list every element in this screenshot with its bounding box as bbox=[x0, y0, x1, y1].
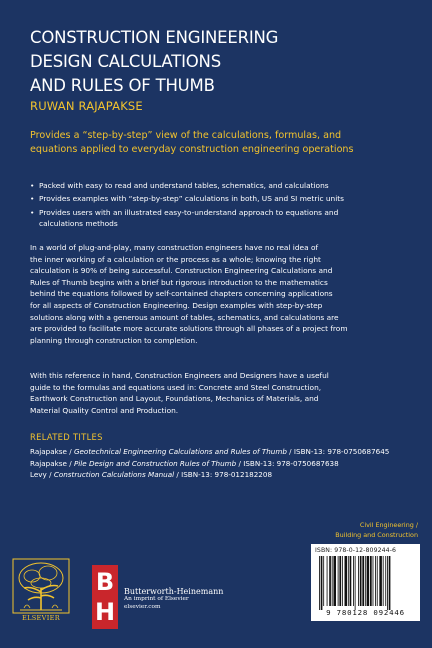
lead-statement bbox=[30, 129, 410, 157]
related-titles-list bbox=[30, 446, 420, 481]
feature-item bbox=[30, 193, 416, 204]
feature-text-line: Provides users with an illustrated easy-to-understand approach to equations and bbox=[39, 207, 339, 217]
reference-line: Earthwork Construction and Layout, Foundations, Mechanics of Materials, and bbox=[30, 394, 319, 404]
reference-line: Material Quality Control and Production. bbox=[30, 405, 179, 415]
description-line: the inner working of a calculation or the process as a whole; knowing the right bbox=[30, 254, 321, 264]
bullet-icon: • bbox=[30, 181, 35, 190]
description-line: solutions along with a generous amount of tables, schematics, and calculations are bbox=[30, 312, 339, 322]
reference-paragraph bbox=[30, 370, 416, 416]
related-isbn: ISBN-13: 978-0750687645 bbox=[293, 447, 390, 456]
related-book-title: Geotechnical Engineering Calculations and Rules of Thumb bbox=[73, 447, 287, 456]
feature-text-line: Provides examples with “step-by-step” calculations in both, US and SI metric units bbox=[39, 194, 345, 204]
description-line: In a world of plug-and-play, many construction engineers have no real idea of bbox=[30, 243, 319, 252]
related-title-item: Rajapakse / Geotechnical Engineering Calculations and Rules of Thumb / ISBN-13: 978-0750687645 bbox=[30, 447, 390, 456]
description-line: Rules of Thumb begins with a brief but rigorous introduction to the mathematics bbox=[30, 277, 328, 287]
feature-item bbox=[30, 207, 416, 230]
book-title bbox=[30, 26, 410, 98]
publisher-imprint: An imprint of Elsevier bbox=[124, 596, 189, 603]
title-line-1: CONSTRUCTION ENGINEERING bbox=[30, 28, 279, 47]
bullet-icon: • bbox=[30, 194, 35, 204]
barcode-digits: 9 780128 092446 bbox=[326, 608, 405, 617]
related-author: Levy bbox=[30, 470, 47, 480]
subject-line: Civil Engineering / bbox=[359, 521, 418, 529]
related-title-item: Rajapakse / Pile Design and Construction Rules of Thumb / ISBN-13: 978-0750687638 bbox=[30, 458, 339, 468]
related-titles-heading: RELATED TITLES bbox=[30, 432, 103, 442]
related-title-item: Levy / Construction Calculations Manual / ISBN-13: 978-012182208 bbox=[30, 470, 273, 480]
description-line: calculation is 90% of being successful. Construction Engineering Calculations and bbox=[30, 266, 333, 276]
feature-text-line: Packed with easy to read and understand tables, schematics, and calculations bbox=[39, 181, 329, 190]
author-name: RUWAN RAJAPAKSE bbox=[30, 99, 143, 113]
publisher-info bbox=[124, 587, 223, 611]
bh-letter-h: H bbox=[94, 598, 116, 626]
description-line: for all aspects of Construction Engineering. Design examples with step-by-step bbox=[30, 300, 323, 310]
reference-line: With this reference in hand, Construction Engineers and Designers have a useful bbox=[30, 371, 329, 380]
related-book-title: Construction Calculations Manual bbox=[53, 470, 175, 480]
bh-letter-b: B bbox=[95, 568, 115, 596]
related-isbn: ISBN-13: 978-0750687638 bbox=[243, 458, 339, 468]
lead-line-2: equations applied to everyday construction engineering operations bbox=[30, 143, 354, 155]
subject-line: Building and Construction bbox=[335, 530, 418, 539]
related-author: Rajapakse bbox=[30, 447, 67, 456]
elsevier-wordmark: ELSEVIER bbox=[21, 614, 61, 622]
elsevier-tree-icon bbox=[12, 558, 70, 614]
barcode-bars bbox=[317, 556, 414, 610]
reference-line: guide to the formulas and equations used in: Concrete and Steel Construction, bbox=[30, 382, 322, 392]
feature-list bbox=[30, 180, 416, 231]
related-isbn: ISBN-13: 978-012182208 bbox=[181, 470, 273, 480]
description-line: planning through construction to completion. bbox=[30, 335, 198, 345]
bullet-icon: • bbox=[30, 207, 35, 217]
feature-text-line: calculations methods bbox=[39, 218, 118, 228]
publisher-name: Butterworth-Heinemann bbox=[124, 587, 224, 596]
description-paragraph bbox=[30, 242, 416, 346]
description-line: are provided to facilitate more accurate solutions through all phases of a project from bbox=[30, 324, 348, 334]
elsevier-logo bbox=[12, 558, 70, 624]
title-line-3: AND RULES OF THUMB bbox=[30, 76, 215, 95]
butterworth-heinemann-logo bbox=[92, 565, 118, 629]
description-line: behind the equations followed by self-contained chapters concerning applications bbox=[30, 289, 333, 299]
lead-line-1: Provides a “step-by-step” view of the calculations, formulas, and bbox=[30, 129, 342, 141]
isbn-barcode bbox=[311, 544, 420, 621]
related-book-title: Pile Design and Construction Rules of Thumb bbox=[73, 458, 237, 468]
subject-category bbox=[335, 521, 418, 540]
publisher-site: elsevier.com bbox=[124, 603, 161, 610]
title-line-2: DESIGN CALCULATIONS bbox=[30, 52, 221, 71]
related-author: Rajapakse bbox=[30, 458, 67, 468]
feature-item bbox=[30, 180, 416, 191]
isbn-label: ISBN: 978-0-12-809244-6 bbox=[315, 547, 397, 554]
